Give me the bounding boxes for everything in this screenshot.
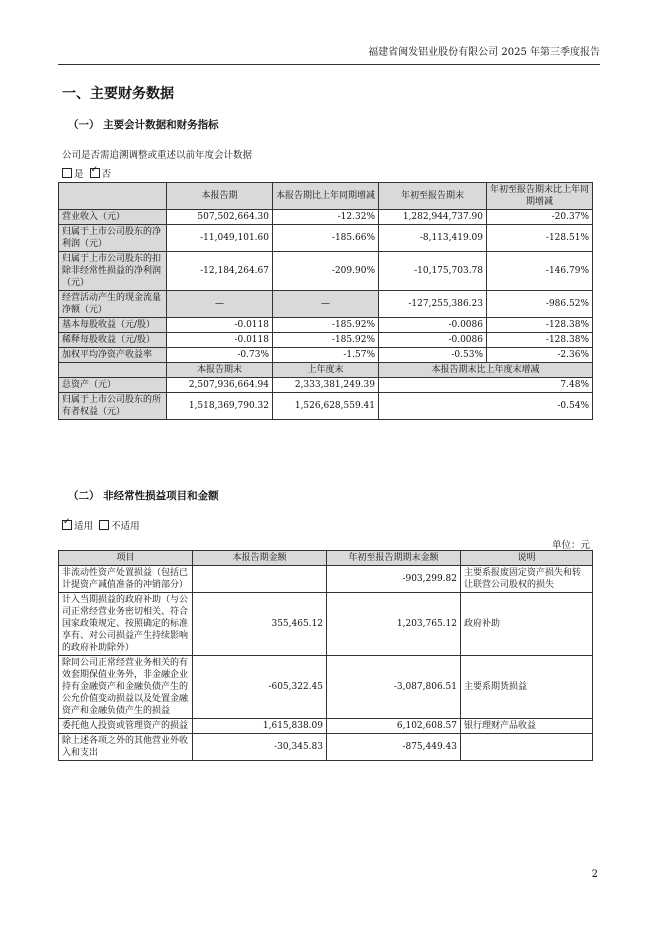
cell: -0.54% (379, 393, 593, 420)
t1-header-1: 本报告期 (167, 183, 273, 210)
row-label: 基本每股收益（元/股） (59, 318, 167, 333)
table-row (59, 566, 593, 593)
t1-subheader-1: 上年度末 (273, 363, 379, 378)
table-row (59, 252, 593, 291)
row-label: 总资产（元） (59, 378, 167, 393)
t1-header-4: 年初至报告期末比上年同期增减 (487, 183, 593, 210)
non-recurring-items-table (58, 550, 593, 761)
cell: -0.53% (379, 348, 487, 363)
note-cell (461, 734, 593, 761)
note-cell: 政府补助 (461, 593, 593, 656)
cell: -875,449.43 (327, 734, 461, 761)
row-label: 稀释每股收益（元/股） (59, 333, 167, 348)
table-row (59, 734, 593, 761)
t1-header-2: 本报告期比上年同期增减 (273, 183, 379, 210)
cell: 2,333,381,249.39 (273, 378, 379, 393)
t2-header-3: 说明 (461, 551, 593, 566)
cell: — (273, 291, 379, 318)
t1-header-3: 年初至报告期末 (379, 183, 487, 210)
item-label: 非流动性资产处置损益（包括已计提资产减值准备的冲销部分） (59, 566, 193, 593)
row-label: 归属于上市公司股东的所有者权益（元） (59, 393, 167, 420)
cell: -185.66% (273, 225, 379, 252)
financial-data-table (58, 182, 593, 420)
t1-subheader-2: 本报告期末比上年度末增减 (379, 363, 593, 378)
cell: -0.73% (167, 348, 273, 363)
cell: -11,049,101.60 (167, 225, 273, 252)
cell: 1,518,369,790.32 (167, 393, 273, 420)
row-label: 经营活动产生的现金流量净额（元） (59, 291, 167, 318)
cell: -10,175,703.78 (379, 252, 487, 291)
note-cell: 主要系期货损益 (461, 656, 593, 719)
page-header: 福建省闽发铝业股份有限公司 2025 年第三季度报告 (58, 44, 600, 65)
cell: -986.52% (487, 291, 593, 318)
cell: -2.36% (487, 348, 593, 363)
cell: -146.79% (487, 252, 593, 291)
cell: -0.0118 (167, 333, 273, 348)
cell: -12.32% (273, 210, 379, 225)
checkbox-no-checked[interactable] (90, 168, 100, 178)
row-label: 归属于上市公司股东的净利润（元） (59, 225, 167, 252)
cell: — (167, 291, 273, 318)
cell: -185.92% (273, 333, 379, 348)
cell: 1,203,765.12 (327, 593, 461, 656)
cell: -127,255,386.23 (379, 291, 487, 318)
cell: 507,502,664.30 (167, 210, 273, 225)
cell: 2,507,936,664.94 (167, 378, 273, 393)
table-row (59, 656, 593, 719)
table-row (59, 378, 593, 393)
cell: 6,102,608.57 (327, 719, 461, 734)
cell: -0.0086 (379, 333, 487, 348)
cell: 1,526,628,559.41 (273, 393, 379, 420)
note-cell: 主要系报废固定资产损失和转让联营公司股权的损失 (461, 566, 593, 593)
applicable-label: 适用 (74, 521, 94, 532)
table-row (59, 348, 593, 363)
checkbox-applicable-checked[interactable] (62, 520, 72, 530)
t1-subheader-0: 本报告期末 (167, 363, 273, 378)
t2-header-0: 项目 (59, 551, 193, 566)
item-label: 除同公司正常经营业务相关的有效套期保值业务外，非金融企业持有金融资产和金融负债产生的公允价值变动损益以及处置金融资产和金融负债产生的损益 (59, 656, 193, 719)
subsection-title-2: （二） 非经常性损益项目和金额 (68, 490, 219, 502)
table-row (59, 210, 593, 225)
table-row (59, 291, 593, 318)
note-cell: 银行理财产品收益 (461, 719, 593, 734)
cell: 1,282,944,737.90 (379, 210, 487, 225)
subsection-title-1: （一） 主要会计数据和财务指标 (68, 119, 219, 131)
cell: -185.92% (273, 318, 379, 333)
option-yes-label: 是 (74, 169, 84, 180)
applicable-options (62, 518, 140, 532)
t1-header-0 (59, 183, 167, 210)
row-label: 归属于上市公司股东的扣除非经常性损益的净利润（元） (59, 252, 167, 291)
table-row (59, 593, 593, 656)
cell: 355,465.12 (193, 593, 327, 656)
cell: 1,615,838.09 (193, 719, 327, 734)
table-row (59, 719, 593, 734)
cell: -128.38% (487, 333, 593, 348)
checkbox-yes[interactable] (62, 168, 72, 178)
cell: -0.0086 (379, 318, 487, 333)
checkbox-not-applicable[interactable] (99, 520, 109, 530)
cell (193, 566, 327, 593)
cell: -1.57% (273, 348, 379, 363)
cell: -0.0118 (167, 318, 273, 333)
cell: -3,087,806.51 (327, 656, 461, 719)
table-row (59, 225, 593, 252)
cell: -605,322.45 (193, 656, 327, 719)
cell: -209.90% (273, 252, 379, 291)
cell: -20.37% (487, 210, 593, 225)
cell: 7.48% (379, 378, 593, 393)
t2-header-2: 年初至报告期期末金额 (327, 551, 461, 566)
page-number: 2 (591, 869, 598, 880)
cell: -8,113,419.09 (379, 225, 487, 252)
cell: -12,184,264.67 (167, 252, 273, 291)
not-applicable-label: 不适用 (111, 521, 140, 532)
item-label: 计入当期损益的政府补助（与公司正常经营业务密切相关、符合国家政策规定、按照确定的标准享有、对公司损益产生持续影响的政府补助除外） (59, 593, 193, 656)
table-row (59, 318, 593, 333)
cell: -30,345.83 (193, 734, 327, 761)
row-label: 加权平均净资产收益率 (59, 348, 167, 363)
cell: -903,299.82 (327, 566, 461, 593)
table-row (59, 393, 593, 420)
sub-header-row (59, 363, 593, 378)
option-no-label: 否 (101, 169, 112, 180)
cell: -128.51% (487, 225, 593, 252)
section-title: 一、主要财务数据 (62, 86, 174, 102)
restate-options (62, 166, 111, 180)
item-label: 委托他人投资或管理资产的损益 (59, 719, 193, 734)
t2-header-1: 本报告期金额 (193, 551, 327, 566)
empty-cell (59, 363, 167, 378)
item-label: 除上述各项之外的其他营业外收入和支出 (59, 734, 193, 761)
row-label: 营业收入（元） (59, 210, 167, 225)
restate-question: 公司是否需追溯调整或重述以前年度会计数据 (62, 150, 253, 161)
table-row (59, 333, 593, 348)
cell: -128.38% (487, 318, 593, 333)
unit-label: 单位：元 (551, 540, 590, 551)
